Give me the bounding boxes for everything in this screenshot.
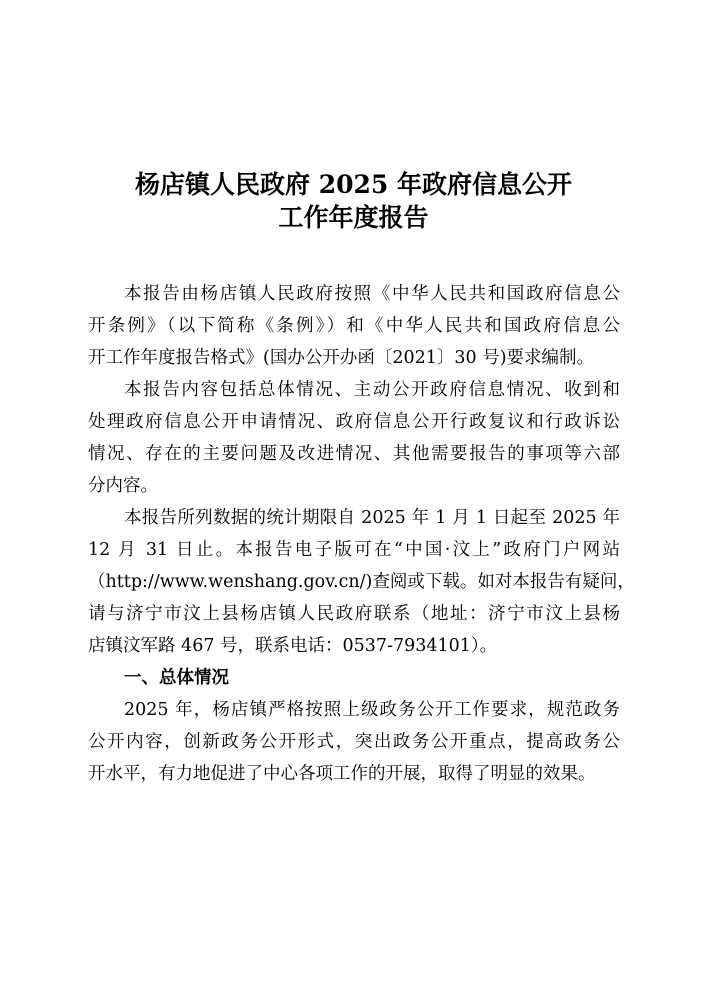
section-heading: 一、总体情况 — [124, 668, 229, 688]
paragraph-line: 处理政府信息公开申请情况、政府信息公开行政复议和行政诉讼 — [88, 412, 620, 432]
paragraph-line: （http://www.wenshang.gov.cn/)查阅或下载。如对本报告有疑问， — [88, 572, 635, 592]
paragraph-line: 情况、存在的主要问题及改进情况、其他需要报告的事项等六部 — [88, 444, 620, 464]
paragraph-line: 开条例》（以下简称《条例》）和《中华人民共和国政府信息公 — [88, 316, 620, 336]
paragraph-line: 本报告内容包括总体情况、主动公开政府信息情况、收到和 — [124, 380, 620, 400]
report-title-line-1: 杨店镇人民政府 2025 年政府信息公开 — [135, 170, 572, 199]
paragraph-line: 开工作年度报告格式》(国办公开办函〔2021〕30 号)要求编制。 — [88, 348, 595, 368]
paragraph-line: 店镇汶军路 467 号，联系电话：0537-7934101）。 — [88, 636, 498, 656]
paragraph-line: 开水平，有力地促进了中心各项工作的开展，取得了明显的效果。 — [88, 764, 596, 784]
paragraph-line: 12 月 31 日止。本报告电子版可在“中国·汶上”政府门户网站 — [88, 540, 620, 560]
paragraph-line: 分内容。 — [88, 476, 158, 496]
paragraph-line: 本报告所列数据的统计期限自 2025 年 1 月 1 日起至 2025 年 — [124, 508, 620, 528]
paragraph-line: 本报告由杨店镇人民政府按照《中华人民共和国政府信息公 — [124, 284, 620, 304]
paragraph-line: 2025 年，杨店镇严格按照上级政务公开工作要求，规范政务 — [124, 700, 620, 720]
paragraph-line: 请与济宁市汶上县杨店镇人民政府联系（地址：济宁市汶上县杨 — [88, 604, 620, 624]
paragraph-line: 公开内容，创新政务公开形式，突出政务公开重点，提高政务公 — [88, 732, 620, 752]
report-title-line-2: 工作年度报告 — [278, 203, 429, 232]
